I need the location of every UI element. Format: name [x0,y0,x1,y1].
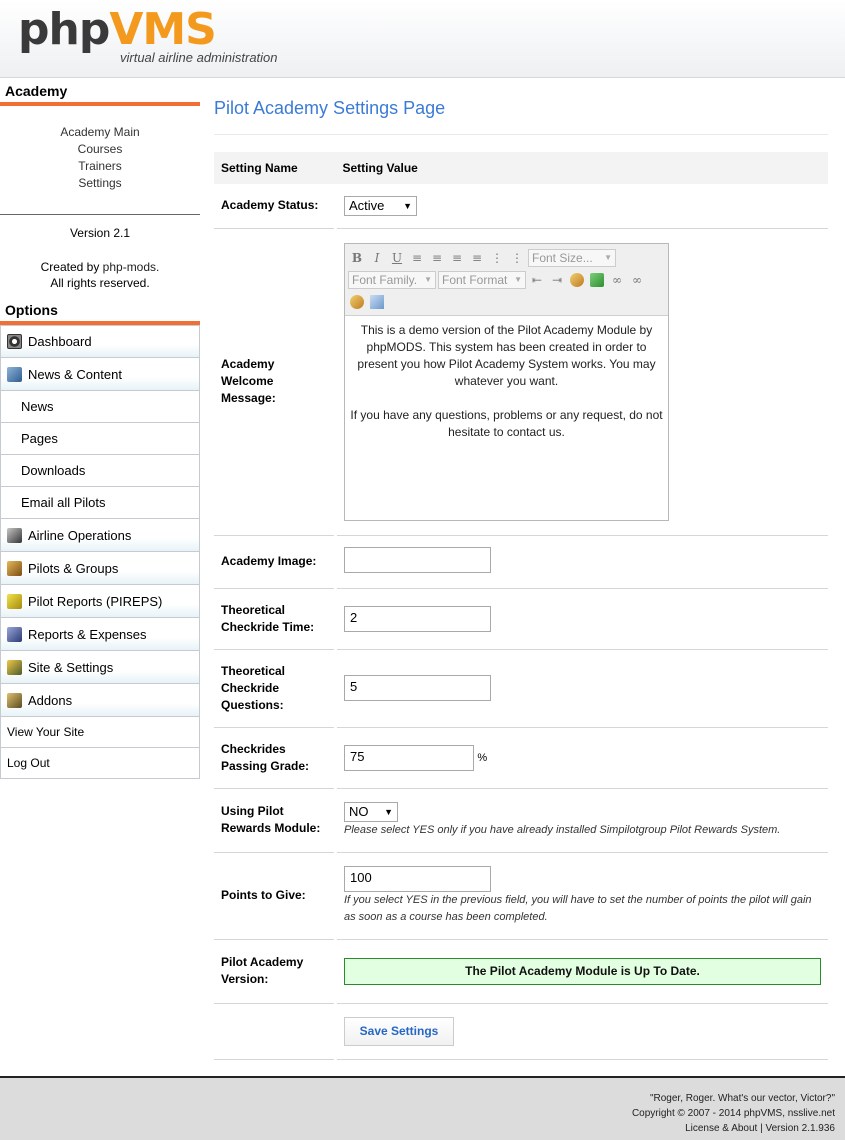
table-header-row [214,152,828,184]
module-version-label: Pilot Academy Version: [214,939,336,1003]
row-theory-questions [214,649,828,727]
chevron-down-icon: ▼ [424,275,432,284]
font-size-dropdown[interactable]: Font Size... ▼ [528,249,616,267]
column-setting-name: Setting Name [214,152,336,184]
row-welcome-message [214,228,828,535]
academy-image-label: Academy Image: [214,535,336,588]
menu-news-content[interactable]: News & Content [0,358,200,391]
outdent-icon[interactable]: ⇤ [531,272,543,287]
dashboard-icon [7,334,22,349]
pilot-rewards-label: Using Pilot Rewards Module: [214,788,336,852]
row-academy-status [214,184,828,228]
row-module-version [214,939,828,1003]
font-format-dropdown[interactable]: Font Format ▼ [438,271,526,289]
version-text: Version 2.1 [69,226,131,240]
row-academy-image [214,535,828,588]
ordered-list-icon[interactable]: ⋮ [491,250,503,265]
editor-content[interactable] [345,316,668,464]
row-pilot-rewards [214,788,828,852]
rights-text: All rights reserved. [50,276,150,290]
update-status-badge: The Pilot Academy Module is Up To Date. [344,958,821,985]
news-content-icon [7,367,22,382]
menu-pages[interactable]: Pages [0,423,200,455]
points-label: Points to Give: [214,852,336,939]
passing-grade-input[interactable]: 75 [344,745,474,771]
welcome-message-label: Academy Welcome Message: [214,228,336,535]
menu-addons[interactable]: Addons [0,684,200,717]
chevron-down-icon: ▼ [604,253,612,262]
addons-icon [7,693,22,708]
row-points [214,852,828,939]
options-heading: Options [0,297,200,325]
courses-link[interactable]: Courses [77,142,123,156]
pilot-rewards-hint: Please select YES only if you have already installed Simpilotgroup Pilot Rewards System. [344,823,781,836]
align-justify-icon[interactable]: ≡ [471,250,483,265]
pilot-rewards-select[interactable]: NO ▼ [344,802,398,822]
nsslive-link[interactable]: nsslive.net [787,1108,835,1119]
license-about-link[interactable]: License & About [685,1123,758,1134]
align-left-icon[interactable]: ≡ [411,250,423,265]
pilots-groups-icon [7,561,22,576]
chevron-down-icon: ▼ [514,275,522,284]
menu-site-settings[interactable]: Site & Settings [0,651,200,684]
row-passing-grade [214,727,828,788]
theory-questions-input[interactable]: 5 [344,675,491,701]
align-center-icon[interactable]: ≡ [431,250,443,265]
welcome-paragraph-2: If you have any questions, problems or any request, do not hesitate to contact us. [350,407,663,439]
pireps-icon [7,594,22,609]
edit-icon[interactable] [570,273,584,287]
row-save [214,1003,828,1059]
underline-icon[interactable]: U [391,250,403,265]
welcome-paragraph-1: This is a demo version of the Pilot Academy Module by phpMODS. This system has been created in order to present you how Pilot Academy System works. You may whatever you want. [357,322,656,388]
percent-unit: % [477,751,488,764]
theory-time-label: Theoretical Checkride Time: [214,588,336,649]
footer-quote: "Roger, Roger. What's our vector, Victor?" [649,1093,835,1104]
indent-icon[interactable]: ⇥ [551,272,563,287]
academy-status-label: Academy Status: [214,184,336,228]
menu-dashboard[interactable]: Dashboard [0,325,200,358]
menu-email-all-pilots[interactable]: Email all Pilots [0,487,200,519]
align-right-icon[interactable]: ≡ [451,250,463,265]
menu-pireps[interactable]: Pilot Reports (PIREPS) [0,585,200,618]
academy-links [0,106,200,215]
footer-copyright: Copyright © 2007 - 2014 phpVMS, nsslive.net [631,1108,835,1119]
rich-text-editor [344,243,669,521]
academy-status-select[interactable]: Active ▼ [344,196,417,216]
footer-version: License & About | Version 2.1.936 [685,1123,835,1134]
chevron-down-icon: ▼ [384,806,393,817]
airline-operations-icon [7,528,22,543]
trainers-link[interactable]: Trainers [78,159,122,173]
font-family-dropdown[interactable]: Font Family. ▼ [348,271,436,289]
menu-view-your-site[interactable]: View Your Site [0,717,200,748]
insert-image-icon[interactable] [590,273,604,287]
theory-time-input[interactable]: 2 [344,606,491,632]
created-by: Created by php-mods. [40,260,160,274]
chevron-down-icon: ▼ [403,200,412,211]
footer [0,1076,845,1140]
column-setting-value: Setting Value [336,152,829,184]
theory-questions-label: Theoretical Checkride Questions: [214,649,336,727]
phpvms-logo[interactable]: phpVMS [18,4,216,55]
main-content [214,78,828,1060]
italic-icon[interactable]: I [374,250,380,265]
sidebar [0,78,200,779]
points-input[interactable]: 100 [344,866,491,892]
academy-heading: Academy [0,78,200,106]
row-theory-time [214,588,828,649]
save-settings-button[interactable]: Save Settings [344,1017,454,1046]
reports-expenses-icon [7,627,22,642]
menu-airline-operations[interactable]: Airline Operations [0,519,200,552]
phpvms-link[interactable]: phpVMS [743,1108,783,1119]
settings-link[interactable]: Settings [78,176,122,190]
link-icon[interactable]: ∞ [612,272,622,287]
unlink-icon[interactable]: ∞ [632,272,642,287]
settings-table [214,152,828,1060]
menu-pilots-groups[interactable]: Pilots & Groups [0,552,200,585]
logo-subtitle: virtual airline administration [120,50,278,65]
cleanup-icon[interactable] [350,295,364,309]
header [0,0,845,78]
unordered-list-icon[interactable]: ⋮ [511,250,523,265]
menu-reports-expenses[interactable]: Reports & Expenses [0,618,200,651]
editor-toolbar [345,244,668,316]
passing-grade-label: Checkrides Passing Grade: [214,727,336,788]
academy-main-link[interactable]: Academy Main [60,125,140,139]
bold-icon[interactable]: B [351,250,363,265]
menu-log-out[interactable]: Log Out [0,748,200,779]
menu-news[interactable]: News [0,391,200,423]
php-mods-link[interactable]: php-mods. [102,260,160,274]
version-block [0,215,200,291]
html-source-icon[interactable] [370,295,384,309]
points-hint: If you select YES in the previous field, you will have to set the number of points the pilot will gain as soon as a course has been completed. [344,893,812,923]
academy-image-input[interactable] [344,547,491,573]
site-settings-icon [7,660,22,675]
menu-downloads[interactable]: Downloads [0,455,200,487]
page-title: Pilot Academy Settings Page [214,78,828,135]
